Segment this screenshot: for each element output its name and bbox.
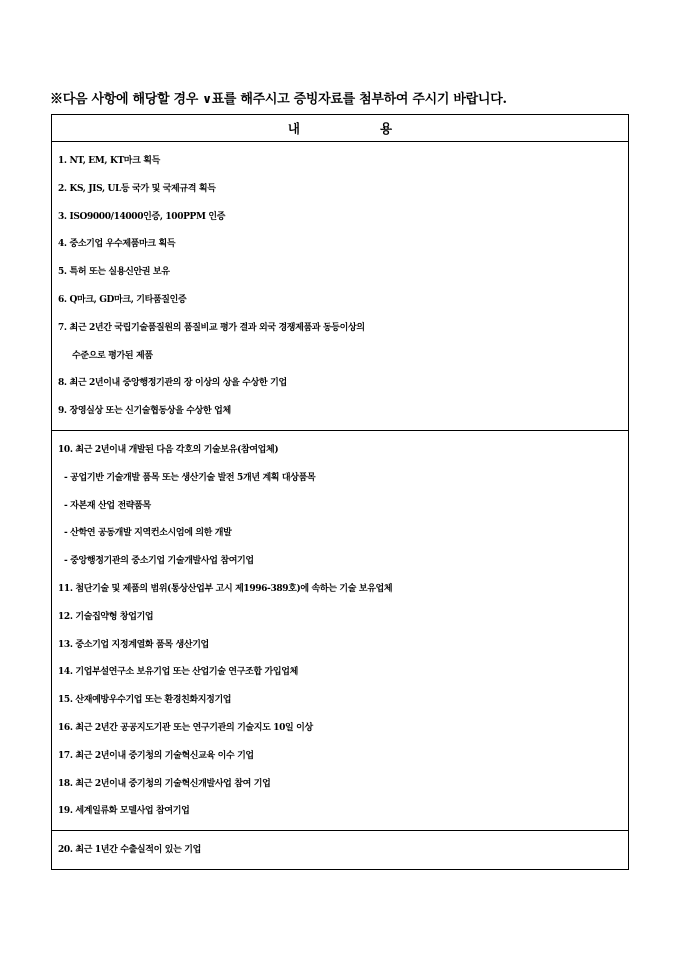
header-right: 용: [380, 121, 393, 136]
criteria-subitem: - 자본재 산업 전략품목: [64, 500, 151, 511]
criteria-item: 20. 최근 1년간 수출실적이 있는 기업: [58, 845, 201, 856]
instruction-text: [50, 88, 650, 107]
criteria-item: 7. 최근 2년간 국립기술품질원의 품질비교 평가 결과 외국 경쟁제품과 동등이상의: [58, 322, 365, 333]
criteria-subitem: - 중앙행정기관의 중소기업 기술개발사업 참여기업: [64, 556, 254, 567]
section-2-row: [52, 430, 629, 830]
criteria-item: 15. 산재예방우수기업 또는 환경친화지정기업: [58, 695, 232, 706]
criteria-item: 10. 최근 2년이내 개발된 다음 각호의 기술보유(참여업체): [58, 444, 279, 455]
criteria-item: 8. 최근 2년이내 중앙행정기관의 장 이상의 상을 수상한 기업: [58, 378, 287, 389]
criteria-item: 4. 중소기업 우수제품마크 획득: [58, 239, 176, 250]
criteria-item: 9. 장영실상 또는 신기술협동상을 수상한 업체: [58, 406, 231, 417]
instruction-prefix: ※다음 사항에 해당할 경우: [50, 92, 203, 107]
criteria-item: 11. 첨단기술 및 제품의 범위(통상산업부 고시 제1996-389호)에 속하는 기술 보유업체: [58, 583, 393, 594]
criteria-subitem: - 산학연 공동개발 지역컨소시엄에 의한 개발: [64, 528, 232, 539]
criteria-item: 18. 최근 2년이내 중기청의 기술혁신개발사업 참여 기업: [58, 778, 271, 789]
section-3: [52, 831, 629, 870]
criteria-item: 1. NT, EM, KT마크 획득: [58, 156, 160, 166]
criteria-item: 6. Q마크, GD마크, 기타품질인증: [58, 294, 187, 305]
criteria-item: 3. ISO9000/14000인증, 100PPM 인증: [58, 211, 226, 222]
criteria-table: [51, 114, 629, 870]
criteria-item: 12. 기술집약형 창업기업: [58, 611, 154, 622]
section-1: [52, 142, 629, 431]
criteria-item: 13. 중소기업 지정계열화 품목 생산기업: [58, 639, 209, 650]
section-1-row: [52, 142, 629, 431]
criteria-item: 17. 최근 2년이내 중기청의 기술혁신교육 이수 기업: [58, 750, 254, 761]
section-2: [52, 430, 629, 830]
check-mark-icon: ∨: [202, 92, 212, 106]
criteria-item: 19. 세계일류화 모델사업 참여기업: [58, 806, 190, 817]
criteria-item-continuation: 수준으로 평가된 제품: [72, 350, 153, 361]
criteria-item: 5. 특허 또는 실용신안권 보유: [58, 267, 170, 278]
instruction-suffix: 표를 해주시고 증빙자료를 첨부하여 주시기 바랍니다.: [211, 92, 507, 107]
header-left: 내: [287, 121, 300, 136]
criteria-item: 2. KS, JIS, UL등 국가 및 국제규격 획득: [58, 183, 216, 194]
criteria-subitem: - 공업기반 기술개발 품목 또는 생산기술 발전 5개년 계획 대상품목: [64, 472, 316, 483]
header-cell: [52, 115, 629, 142]
criteria-item: 14. 기업부설연구소 보유기업 또는 산업기술 연구조합 가입업체: [58, 667, 298, 678]
header-row: [52, 115, 629, 142]
section-3-row: [52, 831, 629, 870]
criteria-item: 16. 최근 2년간 공공지도기관 또는 연구기관의 기술지도 10일 이상: [58, 722, 313, 733]
